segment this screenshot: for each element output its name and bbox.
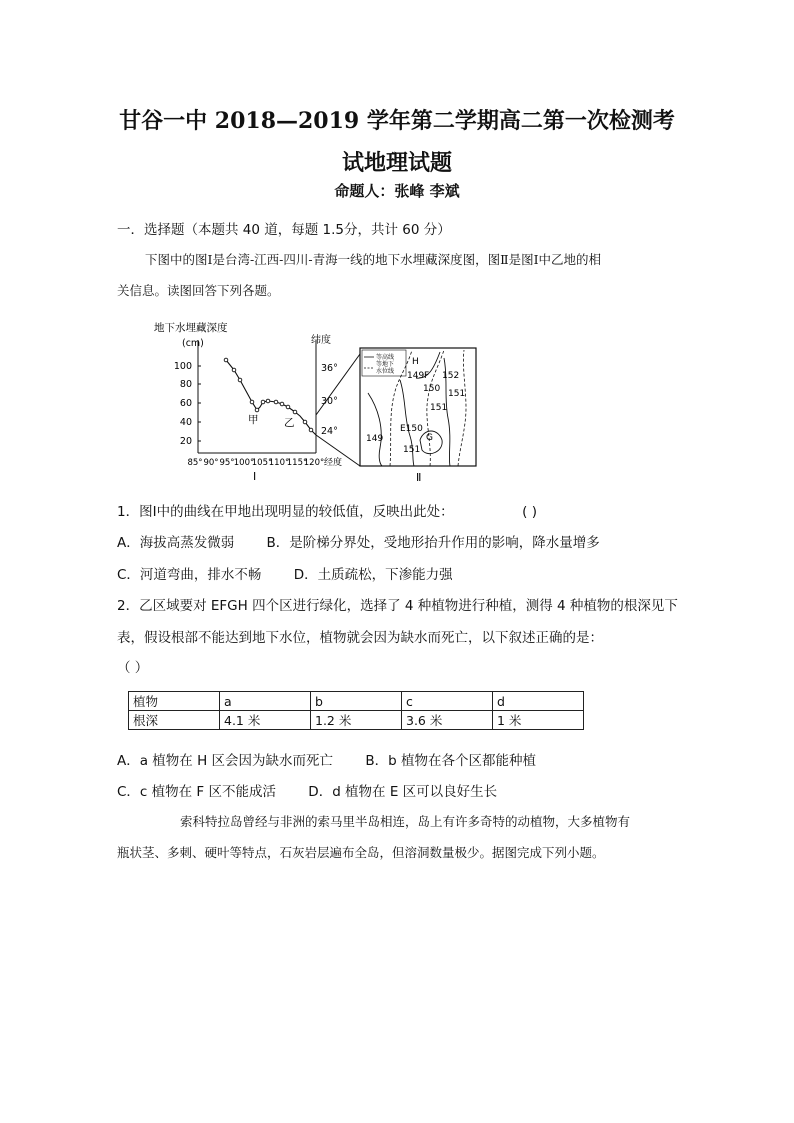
exam-title-line1: 甘谷一中 2018—2019 学年第二学期高二第一次检测考 bbox=[119, 108, 675, 134]
map-label: 151 bbox=[430, 403, 448, 413]
table-cell: 1 米 bbox=[493, 711, 584, 730]
lat-tick: 30° bbox=[321, 396, 338, 407]
x-tick: 90° bbox=[203, 458, 219, 468]
legend-water-1: 等地下 bbox=[376, 361, 395, 368]
map-label: F bbox=[424, 371, 430, 381]
q2-answer-bracket: （ ） bbox=[117, 660, 149, 676]
table-cell: 4.1 米 bbox=[220, 711, 311, 730]
map-label: 151 bbox=[448, 389, 466, 399]
q2-stem-line-1: 2．乙区域要对 EFGH 四个区进行绿化，选择了 4 种植物进行种植，测得 4 种植物的根深见下 bbox=[117, 598, 678, 614]
map-label: 150 bbox=[423, 384, 441, 394]
table-cell: 3.6 米 bbox=[402, 711, 493, 730]
exam-authors: 命题人：张峰 李斌 bbox=[334, 182, 460, 200]
root-depth-table bbox=[128, 691, 584, 730]
y-axis-title: 地下水埋藏深度 bbox=[154, 322, 228, 334]
map-label: 149 bbox=[366, 434, 384, 444]
q1-option-c: C．河道弯曲，排水不畅 bbox=[117, 567, 262, 583]
x-axis-unit: 经度 bbox=[324, 458, 343, 468]
x-tick: 85° bbox=[187, 458, 203, 468]
q2-option-a: A．a 植物在 H 区会因为缺水而死亡 bbox=[117, 753, 334, 769]
groundwater-curve bbox=[226, 360, 316, 435]
y-tick: 40 bbox=[179, 417, 192, 428]
q1-options-cd bbox=[117, 563, 687, 583]
q2-options-cd bbox=[117, 780, 687, 800]
intro-line-1: 下图中的图Ⅰ是台湾-江西-四川-青海一线的地下水埋藏深度图，图Ⅱ是图Ⅰ中乙地的相 bbox=[145, 252, 602, 267]
x-tick: 115° bbox=[286, 458, 308, 468]
table-cell: a bbox=[220, 692, 311, 711]
x-tick: 110° bbox=[268, 458, 290, 468]
x-tick: 105° bbox=[251, 458, 273, 468]
y-tick: 80 bbox=[179, 379, 192, 390]
q1-stem-text: 1．图Ⅰ中的曲线在甲地出现明显的较低值，反映出此处： bbox=[117, 504, 454, 520]
table-cell: b bbox=[311, 692, 402, 711]
passage-line-2: 瓶状茎、多刺、硬叶等特点，石灰岩层遍布全岛，但溶洞数量极少。据图完成下列小题。 bbox=[117, 845, 605, 860]
map-label: 149 bbox=[407, 371, 425, 381]
q1-options-ab bbox=[117, 531, 687, 551]
groundwater-figure bbox=[148, 318, 488, 488]
map-label: H bbox=[412, 357, 419, 367]
lat-tick: 24° bbox=[321, 426, 338, 437]
x-tick: 95° bbox=[219, 458, 235, 468]
table-cell: 1.2 米 bbox=[311, 711, 402, 730]
y-tick: 60 bbox=[179, 398, 192, 409]
q1-option-d: D．土质疏松，下渗能力强 bbox=[293, 567, 453, 583]
legend-contour: 等高线 bbox=[376, 354, 395, 361]
y-tick: 20 bbox=[179, 436, 192, 447]
table-cell: 根深 bbox=[129, 711, 220, 730]
map-label: G bbox=[426, 433, 433, 443]
x-tick: 100° bbox=[233, 458, 255, 468]
latitude-title: 纬度 bbox=[311, 335, 331, 346]
q2-option-d: D．d 植物在 E 区可以良好生长 bbox=[308, 784, 498, 800]
point-jia-label: 甲 bbox=[248, 414, 259, 426]
q1-stem bbox=[117, 500, 687, 520]
q2-stem-line-2: 表，假设根部不能达到地下水位，植物就会因为缺水而死亡，以下叙述正确的是： bbox=[117, 630, 603, 646]
point-yi-label: 乙 bbox=[284, 417, 295, 429]
lat-tick: 36° bbox=[321, 363, 338, 374]
exam-title-line2: 试地理试题 bbox=[341, 150, 452, 176]
q1-option-a: A．海拔高蒸发微弱 bbox=[117, 535, 235, 551]
table-cell: d bbox=[493, 692, 584, 711]
x-tick: 120° bbox=[303, 458, 325, 468]
table-cell: c bbox=[402, 692, 493, 711]
intro-line-2: 关信息。读图回答下列各题。 bbox=[117, 283, 280, 298]
y-axis-unit: (cm) bbox=[182, 338, 204, 349]
q1-option-b: B．是阶梯分界处，受地形抬升作用的影响，降水量增多 bbox=[266, 535, 600, 551]
table-row bbox=[129, 692, 584, 711]
section-heading: 一．选择题（本题共 40 道，每题 1.5分，共计 60 分） bbox=[117, 222, 451, 238]
table-cell: 植物 bbox=[129, 692, 220, 711]
passage-line-1: 索科特拉岛曾经与非洲的索马里半岛相连，岛上有许多奇特的动植物，大多植物有 bbox=[180, 814, 631, 829]
map-label: 152 bbox=[442, 371, 460, 381]
table-row bbox=[129, 711, 584, 730]
map-label: E150 bbox=[400, 424, 423, 434]
map-label: 151 bbox=[403, 445, 421, 455]
figure-label-II: Ⅱ bbox=[416, 471, 422, 484]
y-tick: 100 bbox=[173, 361, 192, 372]
q2-options-ab bbox=[117, 749, 687, 769]
q2-option-b: B．b 植物在各个区都能种植 bbox=[365, 753, 536, 769]
legend-water-2: 水位线 bbox=[376, 368, 395, 375]
figure-label-I: Ⅰ bbox=[253, 470, 257, 483]
q1-answer-bracket: ( ) bbox=[522, 504, 537, 520]
q2-option-c: C．c 植物在 F 区不能成活 bbox=[117, 784, 276, 800]
